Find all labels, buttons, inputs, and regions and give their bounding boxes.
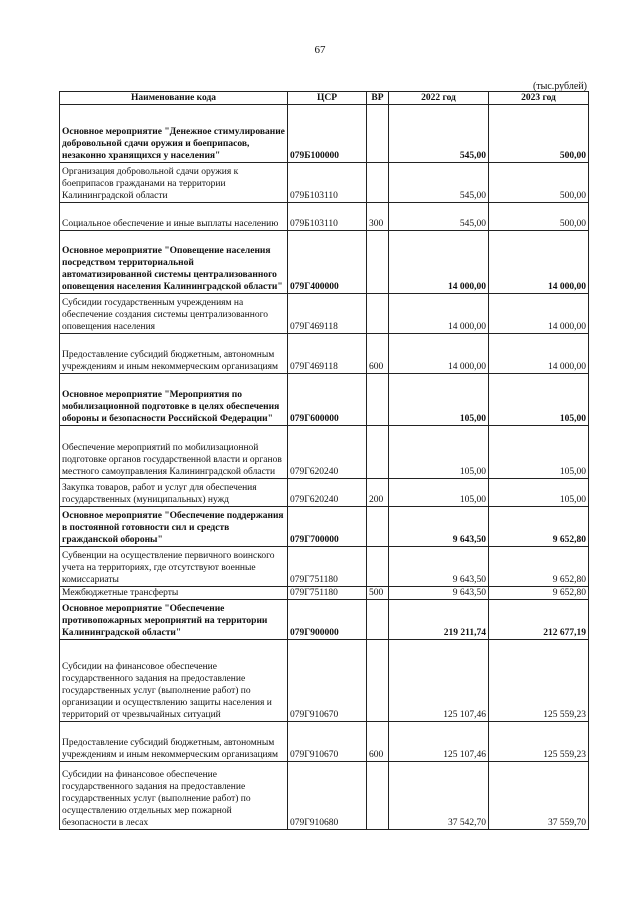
- table-row: [60, 203, 589, 231]
- cell-csr: 079Г910680: [288, 762, 367, 830]
- cell-2022: 105,00: [389, 374, 489, 426]
- cell-name: Основное мероприятие "Денежное стимулирование добровольной сдачи оружия и боеприпасов, незаконно хранящихся у населения": [60, 105, 288, 163]
- cell-vr: [367, 762, 389, 830]
- cell-vr: [367, 231, 389, 294]
- cell-2023: 14 000,00: [489, 294, 589, 334]
- cell-vr: 600: [367, 722, 389, 762]
- table-row: [60, 640, 589, 722]
- table-row: [60, 547, 589, 587]
- table-row: [60, 426, 589, 479]
- cell-vr: [367, 294, 389, 334]
- table-row: [60, 587, 589, 600]
- page-number: 67: [314, 44, 326, 56]
- cell-vr: [367, 105, 389, 163]
- cell-vr: 300: [367, 203, 389, 231]
- table-header-row: [60, 92, 589, 105]
- cell-vr: [367, 640, 389, 722]
- table-row: [60, 762, 589, 830]
- cell-csr: 079Г910670: [288, 722, 367, 762]
- table-row: [60, 231, 589, 294]
- cell-csr: 079Г469118: [288, 294, 367, 334]
- cell-name: Субвенции на осуществление первичного воинского учета на территориях, где отсутствуют военные комиссариаты: [60, 547, 288, 587]
- cell-name: Обеспечение мероприятий по мобилизационной подготовке органов государственной власти и органов местного самоуправления Калининградской области: [60, 426, 288, 479]
- cell-name: Социальное обеспечение и иные выплаты населению: [60, 203, 288, 231]
- cell-2022: 545,00: [389, 105, 489, 163]
- cell-2023: 9 652,80: [489, 507, 589, 547]
- header-2022: 2022 год: [389, 92, 489, 105]
- header-csr: ЦСР: [288, 92, 367, 105]
- cell-vr: 500: [367, 587, 389, 600]
- table-row: [60, 105, 589, 163]
- cell-name: Межбюджетные трансферты: [60, 587, 288, 600]
- cell-2023: 37 559,70: [489, 762, 589, 830]
- cell-2022: 14 000,00: [389, 334, 489, 374]
- cell-csr: 079Б103110: [288, 163, 367, 203]
- cell-csr: 079Г700000: [288, 507, 367, 547]
- cell-2023: 500,00: [489, 163, 589, 203]
- cell-csr: 079Г469118: [288, 334, 367, 374]
- cell-2022: 37 542,70: [389, 762, 489, 830]
- cell-csr: 079Г620240: [288, 479, 367, 507]
- cell-vr: [367, 507, 389, 547]
- cell-2022: 105,00: [389, 479, 489, 507]
- cell-name: Закупка товаров, работ и услуг для обеспечения государственных (муниципальных) нужд: [60, 479, 288, 507]
- table-row: [60, 163, 589, 203]
- cell-2022: 14 000,00: [389, 231, 489, 294]
- cell-2023: 500,00: [489, 203, 589, 231]
- cell-2023: 9 652,80: [489, 587, 589, 600]
- cell-2022: 105,00: [389, 426, 489, 479]
- cell-csr: 079Г620240: [288, 426, 367, 479]
- budget-table: [59, 91, 589, 830]
- cell-vr: [367, 426, 389, 479]
- cell-2022: 9 643,50: [389, 507, 489, 547]
- header-name: Наименование кода: [60, 92, 288, 105]
- cell-2023: 14 000,00: [489, 334, 589, 374]
- cell-vr: 200: [367, 479, 389, 507]
- cell-name: Основное мероприятие "Оповещение населения посредством территориальной автоматизированной системы централизованного оповещения населения Калининградской области": [60, 231, 288, 294]
- table-row: [60, 334, 589, 374]
- cell-2023: 500,00: [489, 105, 589, 163]
- cell-2023: 125 559,23: [489, 722, 589, 762]
- cell-csr: 079Б100000: [288, 105, 367, 163]
- cell-name: Основное мероприятие "Обеспечение противопожарных мероприятий на территории Калининградской области": [60, 600, 288, 640]
- cell-2023: 105,00: [489, 479, 589, 507]
- cell-csr: 079Г751180: [288, 547, 367, 587]
- header-2023: 2023 год: [489, 92, 589, 105]
- units-label: (тыс.рублей): [532, 81, 587, 92]
- cell-name: Основное мероприятие "Обеспечение поддержания в постоянной готовности сил и средств гражданской обороны": [60, 507, 288, 547]
- cell-name: Предоставление субсидий бюджетным, автономным учреждениям и иным некоммерческим организациям: [60, 722, 288, 762]
- cell-vr: [367, 600, 389, 640]
- cell-name: Субсидии на финансовое обеспечение государственного задания на предоставление государственных услуг (выполнение работ) по осуществлению отдельных мер пожарной безопасности в лесах: [60, 762, 288, 830]
- cell-vr: [367, 547, 389, 587]
- table-row: [60, 374, 589, 426]
- cell-2022: 545,00: [389, 163, 489, 203]
- cell-2022: 545,00: [389, 203, 489, 231]
- cell-csr: 079Г910670: [288, 640, 367, 722]
- cell-csr: 079Б103110: [288, 203, 367, 231]
- cell-name: Основное мероприятие "Мероприятия по мобилизационной подготовке в целях обеспечения обороны и безопасности Российской Федерации": [60, 374, 288, 426]
- cell-2022: 125 107,46: [389, 722, 489, 762]
- cell-2022: 125 107,46: [389, 640, 489, 722]
- cell-2023: 105,00: [489, 374, 589, 426]
- cell-name: Субсидии на финансовое обеспечение государственного задания на предоставление государственных услуг (выполнение работ) по организации и осуществлению защиты населения и территорий от чрезвычайных ситуаций: [60, 640, 288, 722]
- table-row: [60, 722, 589, 762]
- cell-vr: [367, 374, 389, 426]
- table-row: [60, 600, 589, 640]
- cell-2022: 219 211,74: [389, 600, 489, 640]
- header-vr: ВР: [367, 92, 389, 105]
- cell-csr: 079Г600000: [288, 374, 367, 426]
- cell-csr: 079Г400000: [288, 231, 367, 294]
- table-row: [60, 479, 589, 507]
- cell-csr: 079Г751180: [288, 587, 367, 600]
- table-row: [60, 294, 589, 334]
- cell-vr: 600: [367, 334, 389, 374]
- cell-2023: 9 652,80: [489, 547, 589, 587]
- table-row: [60, 507, 589, 547]
- cell-name: Субсидии государственным учреждениям на обеспечение создания системы централизованного оповещения населения: [60, 294, 288, 334]
- cell-2023: 212 677,19: [489, 600, 589, 640]
- cell-vr: [367, 163, 389, 203]
- cell-2023: 105,00: [489, 426, 589, 479]
- cell-2022: 9 643,50: [389, 547, 489, 587]
- table-body: [60, 105, 589, 830]
- cell-name: Предоставление субсидий бюджетным, автономным учреждениям и иным некоммерческим организациям: [60, 334, 288, 374]
- cell-csr: 079Г900000: [288, 600, 367, 640]
- cell-2023: 14 000,00: [489, 231, 589, 294]
- cell-2022: 9 643,50: [389, 587, 489, 600]
- cell-2023: 125 559,23: [489, 640, 589, 722]
- cell-name: Организация добровольной сдачи оружия к боеприпасов гражданами на территории Калининградской области: [60, 163, 288, 203]
- cell-2022: 14 000,00: [389, 294, 489, 334]
